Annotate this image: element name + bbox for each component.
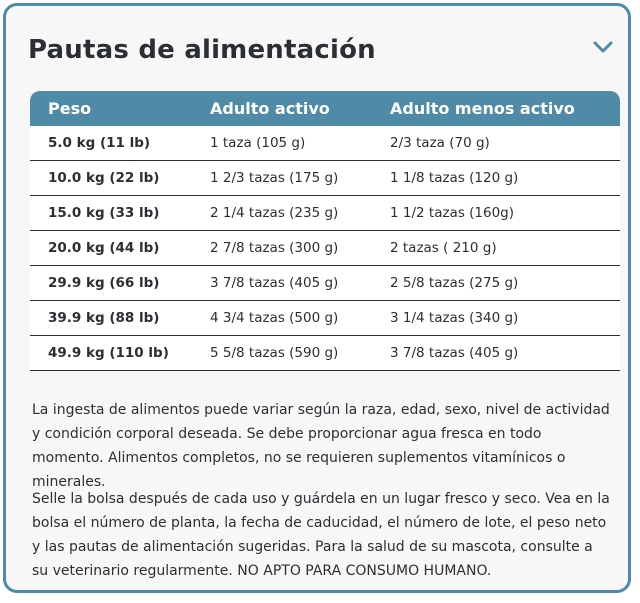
weight-cell: 10.0 kg (22 lb) bbox=[48, 170, 160, 186]
table-row bbox=[30, 301, 620, 336]
active-cell: 1 taza (105 g) bbox=[210, 135, 306, 151]
header-active-adult: Adulto activo bbox=[210, 99, 330, 118]
table-row bbox=[30, 266, 620, 301]
less-active-cell: 1 1/8 tazas (120 g) bbox=[390, 170, 519, 186]
active-cell: 2 7/8 tazas (300 g) bbox=[210, 240, 339, 256]
weight-cell: 49.9 kg (110 lb) bbox=[48, 345, 169, 361]
header-less-active-adult: Adulto menos activo bbox=[390, 99, 575, 118]
panel-title: Pautas de alimentación bbox=[28, 35, 376, 65]
table-row bbox=[30, 126, 620, 161]
less-active-cell: 2 5/8 tazas (275 g) bbox=[390, 275, 519, 291]
active-cell: 1 2/3 tazas (175 g) bbox=[210, 170, 339, 186]
weight-cell: 29.9 kg (66 lb) bbox=[48, 275, 160, 291]
active-cell: 2 1/4 tazas (235 g) bbox=[210, 205, 339, 221]
table-row bbox=[30, 196, 620, 231]
weight-cell: 39.9 kg (88 lb) bbox=[48, 310, 160, 326]
active-cell: 4 3/4 tazas (500 g) bbox=[210, 310, 339, 326]
less-active-cell: 2 tazas ( 210 g) bbox=[390, 240, 497, 256]
intake-note-paragraph: La ingesta de alimentos puede variar según la raza, edad, sexo, nivel de actividad y condición corporal deseada. Se debe proporcionar agua fresca en todo momento. Alimentos completos, no se requieren suplementos vitamínicos o minerales. bbox=[32, 402, 610, 490]
active-cell: 3 7/8 tazas (405 g) bbox=[210, 275, 339, 291]
feeding-table bbox=[30, 91, 620, 371]
header-weight: Peso bbox=[48, 99, 92, 118]
less-active-cell: 2/3 taza (70 g) bbox=[390, 135, 490, 151]
weight-cell: 15.0 kg (33 lb) bbox=[48, 205, 160, 221]
table-header bbox=[30, 91, 620, 126]
less-active-cell: 3 1/4 tazas (340 g) bbox=[390, 310, 519, 326]
chevron-down-icon[interactable] bbox=[592, 38, 614, 56]
table-row bbox=[30, 231, 620, 266]
less-active-cell: 3 7/8 tazas (405 g) bbox=[390, 345, 519, 361]
less-active-cell: 1 1/2 tazas (160g) bbox=[390, 205, 515, 221]
active-cell: 5 5/8 tazas (590 g) bbox=[210, 345, 339, 361]
table-row bbox=[30, 161, 620, 196]
storage-note-paragraph: Selle la bolsa después de cada uso y guárdela en un lugar fresco y seco. Vea en la bolsa el número de planta, la fecha de caducidad, el número de lote, el peso neto y las pautas de alimentación sugeridas. Para la salud de su mascota, consulte a su veterinario regularmente. NO APTO PARA CONSUMO HUMANO. bbox=[32, 491, 610, 579]
table-row bbox=[30, 336, 620, 371]
weight-cell: 5.0 kg (11 lb) bbox=[48, 135, 151, 151]
weight-cell: 20.0 kg (44 lb) bbox=[48, 240, 160, 256]
feeding-guidelines-panel bbox=[3, 3, 631, 593]
